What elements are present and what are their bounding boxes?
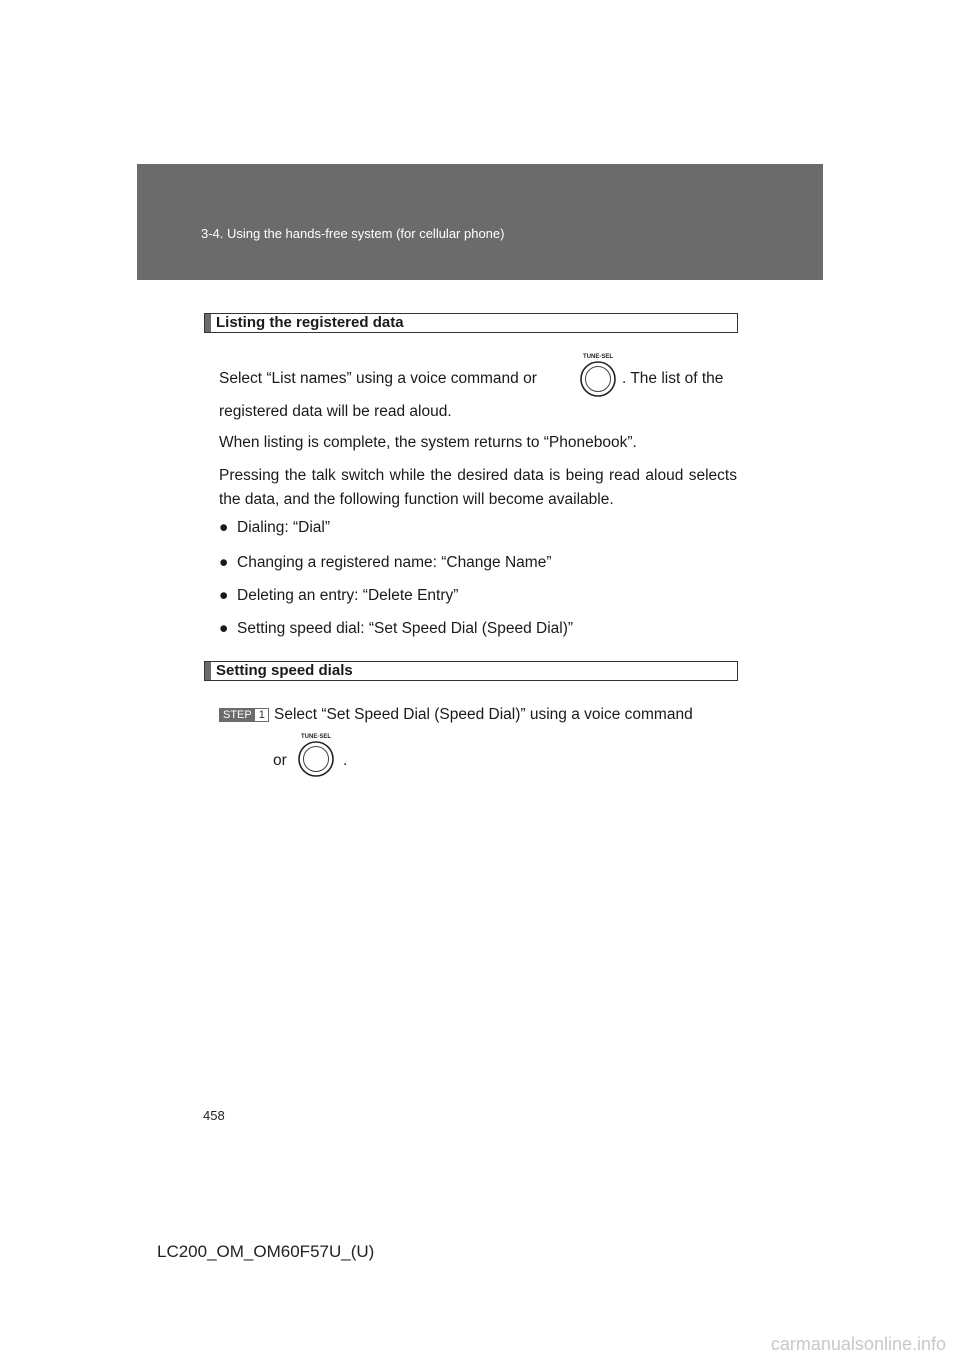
- text-list-names: Select “List names” using a voice command or: [219, 370, 537, 387]
- section-heading-speed-dials: [204, 661, 738, 681]
- tune-sel-knob-icon: [576, 350, 616, 396]
- bullet-text: Setting speed dial: “Set Speed Dial (Speed Dial)”: [237, 620, 574, 637]
- page-number: 458: [203, 1108, 225, 1123]
- paragraph-listing-complete: When listing is complete, the system returns to “Phonebook”.: [219, 434, 637, 451]
- bullet-text: Deleting an entry: “Delete Entry”: [237, 587, 459, 604]
- step-word: STEP: [220, 709, 255, 721]
- watermark: carmanualsonline.info: [770, 1334, 946, 1354]
- text-or: or: [273, 752, 287, 769]
- bullet-text: Changing a registered name: “Change Name”: [237, 554, 552, 571]
- text-period: .: [343, 752, 348, 769]
- knob-label: TUNE·SEL: [583, 354, 613, 360]
- knob-label: TUNE·SEL: [301, 734, 331, 740]
- section-title: 3-4. Using the hands-free system (for cellular phone): [201, 226, 505, 241]
- step-1-text: Select “Set Speed Dial (Speed Dial)” using a voice command: [274, 706, 693, 723]
- bullet-icon: ●: [219, 620, 229, 637]
- step-number: 1: [258, 709, 265, 721]
- bullet-icon: ●: [219, 519, 229, 536]
- header-band: [137, 164, 823, 280]
- text-list-of-the: . The list of the: [622, 370, 724, 387]
- heading-bar: [205, 662, 211, 680]
- heading-label: Setting speed dials: [216, 662, 353, 679]
- bullet-icon: ●: [219, 554, 229, 571]
- section-heading-listing: [204, 313, 738, 333]
- heading-bar: [205, 314, 211, 332]
- bullet-item: [219, 517, 330, 539]
- tune-sel-knob-icon: [294, 730, 334, 776]
- heading-label: Listing the registered data: [216, 314, 404, 331]
- step-badge: [219, 708, 269, 722]
- text-read-aloud: registered data will be read aloud.: [219, 403, 452, 420]
- bullet-item: [219, 552, 551, 574]
- bullet-item: [219, 618, 573, 640]
- document-code: LC200_OM_OM60F57U_(U): [157, 1242, 375, 1261]
- bullet-text: Dialing: “Dial”: [237, 519, 331, 536]
- paragraph-talk-switch: Pressing the talk switch while the desired data is being read aloud selects the data, and the following function will become available.: [219, 467, 737, 508]
- bullet-item: [219, 585, 458, 607]
- bullet-icon: ●: [219, 587, 229, 604]
